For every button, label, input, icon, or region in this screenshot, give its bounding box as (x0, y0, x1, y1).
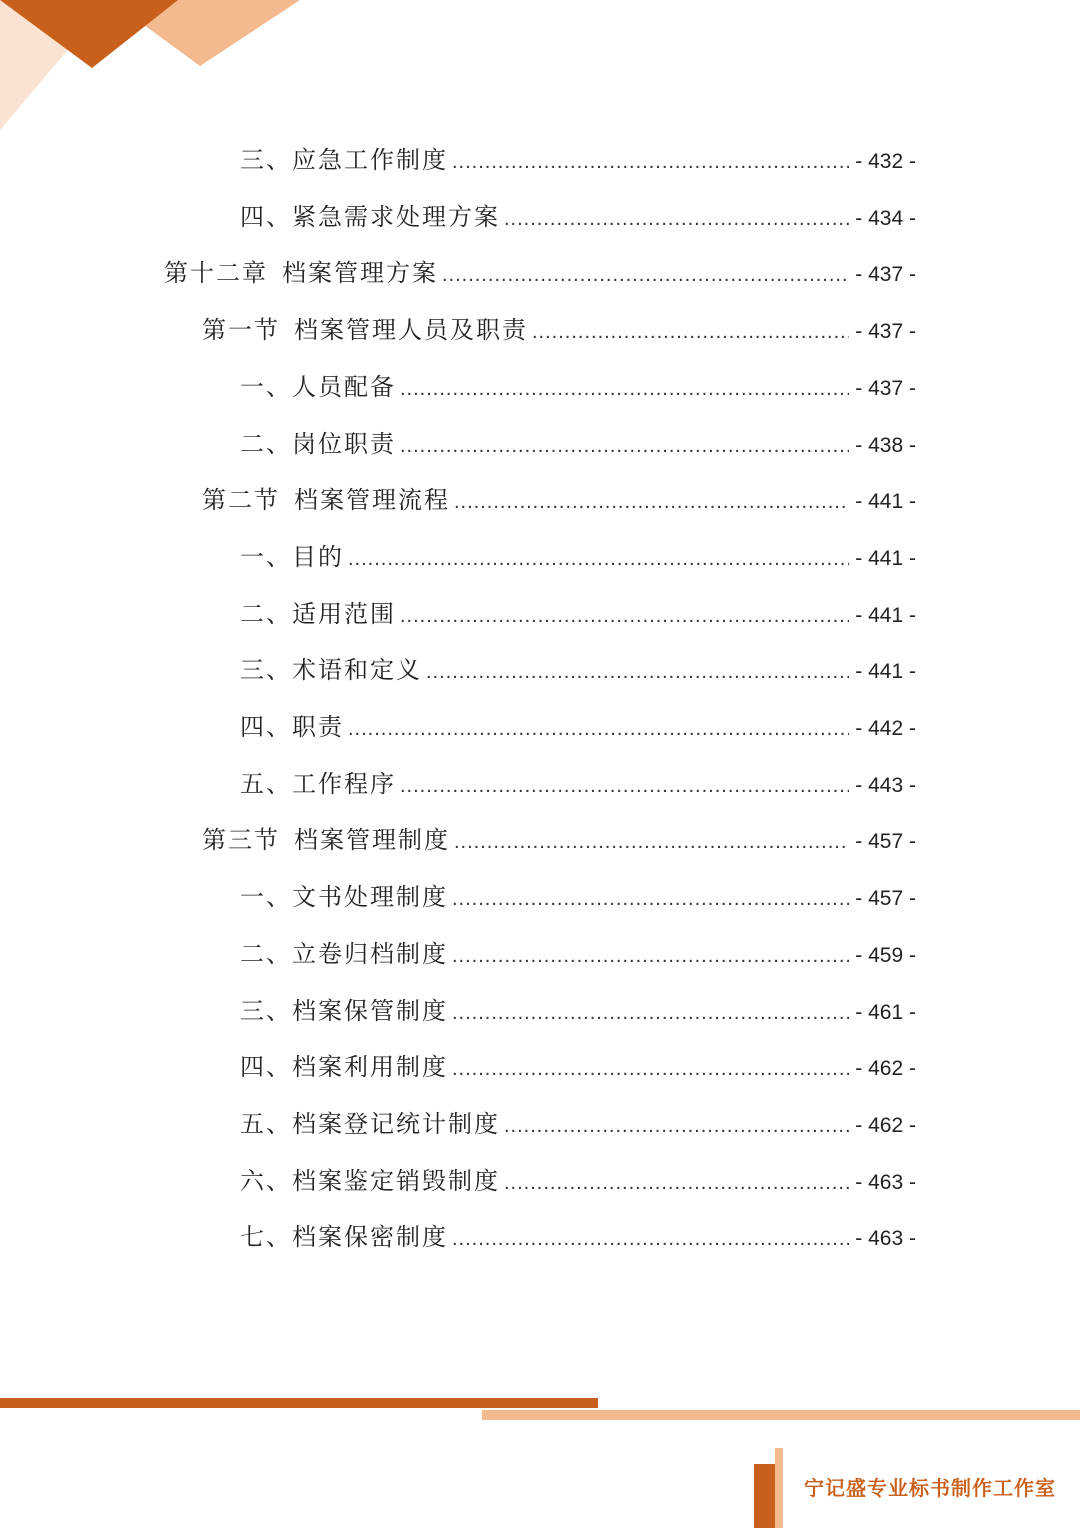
toc-dot-leader (348, 539, 849, 579)
toc-subsection-entry[interactable] (240, 367, 916, 407)
toc-entry-label: 三、术语和定义 (240, 656, 422, 685)
toc-subsection-entry[interactable] (240, 991, 916, 1031)
toc-entry-label: 五、工作程序 (240, 769, 396, 798)
footer-bar-dark (0, 1398, 598, 1408)
toc-entry-label: 一、文书处理制度 (240, 883, 448, 912)
toc-page-number: - 459 - (855, 943, 916, 967)
toc-dot-leader (454, 482, 849, 522)
toc-page-number: - 441 - (855, 546, 916, 570)
toc-subsection-entry[interactable] (240, 197, 916, 237)
toc-dot-leader (452, 993, 849, 1033)
toc-page-number: - 461 - (855, 1000, 916, 1024)
toc-page-number: - 441 - (855, 603, 916, 627)
toc-entry-label: 第一节 (202, 316, 280, 345)
toc-page-number: - 438 - (855, 433, 916, 457)
toc-page-number: - 437 - (855, 320, 916, 344)
toc-subsection-entry[interactable] (240, 1161, 916, 1201)
toc-page-number: - 441 - (855, 490, 916, 514)
toc-entry-title (202, 480, 450, 520)
toc-entry-heading: 档案管理制度 (294, 826, 450, 855)
toc-entry-label: 七、档案保密制度 (240, 1223, 448, 1252)
toc-entry-label: 四、职责 (240, 713, 344, 741)
toc-chapter-entry[interactable] (164, 253, 916, 293)
toc-entry-title (240, 424, 396, 464)
toc-page-number: - 442 - (855, 717, 916, 740)
toc-entry-title (202, 310, 528, 350)
toc-dot-leader (504, 1163, 849, 1203)
toc-dot-leader (452, 1049, 849, 1089)
toc-subsection-entry[interactable] (240, 1217, 916, 1257)
toc-dot-leader (452, 879, 849, 919)
toc-subsection-entry[interactable] (240, 1104, 916, 1144)
toc-entry-title (240, 650, 422, 690)
toc-dot-leader (400, 596, 849, 636)
toc-page-number: - 441 - (855, 660, 916, 684)
toc-entry-label: 六、档案鉴定销毁制度 (240, 1166, 500, 1195)
toc-entry-label: 四、档案利用制度 (240, 1053, 448, 1082)
toc-dot-leader (426, 652, 849, 692)
toc-subsection-entry[interactable] (240, 707, 916, 747)
toc-dot-leader (504, 199, 849, 239)
toc-entry-label: 一、人员配备 (240, 372, 396, 401)
toc-page-number: - 457 - (855, 887, 916, 911)
toc-page-number: - 437 - (855, 376, 916, 400)
toc-entry-title (240, 764, 396, 804)
toc-entry-title (240, 707, 344, 747)
toc-subsection-entry[interactable] (240, 877, 916, 917)
toc-entry-heading: 档案管理人员及职责 (294, 316, 528, 345)
toc-entry-label: 三、档案保管制度 (240, 996, 448, 1025)
toc-entry-title (240, 197, 500, 237)
toc-entry-label: 第二节 (202, 486, 280, 515)
toc-entry-label: 第三节 (202, 826, 280, 855)
toc-page-number: - 432 - (855, 150, 916, 173)
toc-subsection-entry[interactable] (240, 764, 916, 804)
toc-entry-title (240, 594, 396, 634)
toc-entry-label: 一、目的 (240, 542, 344, 571)
toc-subsection-entry[interactable] (240, 424, 916, 464)
toc-entry-label: 二、岗位职责 (240, 429, 396, 458)
toc-dot-leader (400, 369, 849, 409)
toc-page-number: - 437 - (855, 263, 916, 287)
toc-page-number: - 462 - (855, 1057, 916, 1081)
toc-entry-heading: 档案管理流程 (294, 486, 450, 515)
toc-entry-title (240, 1161, 500, 1201)
toc-entry-title (240, 877, 448, 917)
toc-page-number: - 434 - (855, 206, 916, 230)
toc-entry-title (240, 1047, 448, 1087)
toc-page-number: - 462 - (855, 1113, 916, 1137)
toc-entry-title (240, 367, 396, 407)
toc-dot-leader (452, 936, 849, 976)
toc-dot-leader (504, 1106, 849, 1146)
toc-entry-heading: 档案管理方案 (282, 259, 438, 288)
toc-entry-title (202, 820, 450, 860)
toc-subsection-entry[interactable] (240, 140, 916, 180)
toc-entry-label: 第十二章 (164, 259, 268, 288)
footer-bar-light (482, 1410, 1080, 1420)
toc-dot-leader (452, 142, 849, 182)
toc-dot-leader (532, 312, 849, 352)
toc-entry-label: 五、档案登记统计制度 (240, 1109, 500, 1138)
toc-page-number: - 443 - (855, 773, 916, 797)
toc-dot-leader (348, 709, 849, 749)
toc-entry-title (240, 934, 448, 974)
footer-block-light (775, 1448, 783, 1528)
toc-entry-label: 四、紧急需求处理方案 (240, 202, 500, 231)
toc-page-number: - 457 - (855, 830, 916, 854)
toc-section-entry[interactable] (202, 310, 916, 350)
toc-entry-title (240, 1217, 448, 1257)
toc-dot-leader (452, 1219, 849, 1259)
toc-entry-title (240, 140, 448, 180)
toc-subsection-entry[interactable] (240, 934, 916, 974)
toc-page-number: - 463 - (855, 1170, 916, 1194)
toc-entry-title (164, 253, 438, 293)
toc-subsection-entry[interactable] (240, 1047, 916, 1087)
toc-section-entry[interactable] (202, 820, 916, 860)
toc-subsection-entry[interactable] (240, 594, 916, 634)
toc-entry-label: 二、适用范围 (240, 599, 396, 628)
footer-brand-text: 宁记盛专业标书制作工作室 (804, 1476, 1056, 1500)
toc-entry-title (240, 1104, 500, 1144)
toc-dot-leader (454, 822, 849, 862)
footer-block-dark (754, 1464, 776, 1528)
toc-dot-leader (400, 766, 849, 806)
toc-dot-leader (400, 426, 849, 466)
toc-subsection-entry[interactable] (240, 650, 916, 690)
toc-dot-leader (442, 255, 849, 295)
toc-section-entry[interactable] (202, 480, 916, 520)
toc-entry-label: 三、应急工作制度 (240, 146, 448, 174)
toc-entry-label: 二、立卷归档制度 (240, 939, 448, 968)
toc-entry-title (240, 537, 344, 577)
toc-page-number: - 463 - (855, 1227, 916, 1251)
toc-entry-title (240, 991, 448, 1031)
toc-subsection-entry[interactable] (240, 537, 916, 577)
